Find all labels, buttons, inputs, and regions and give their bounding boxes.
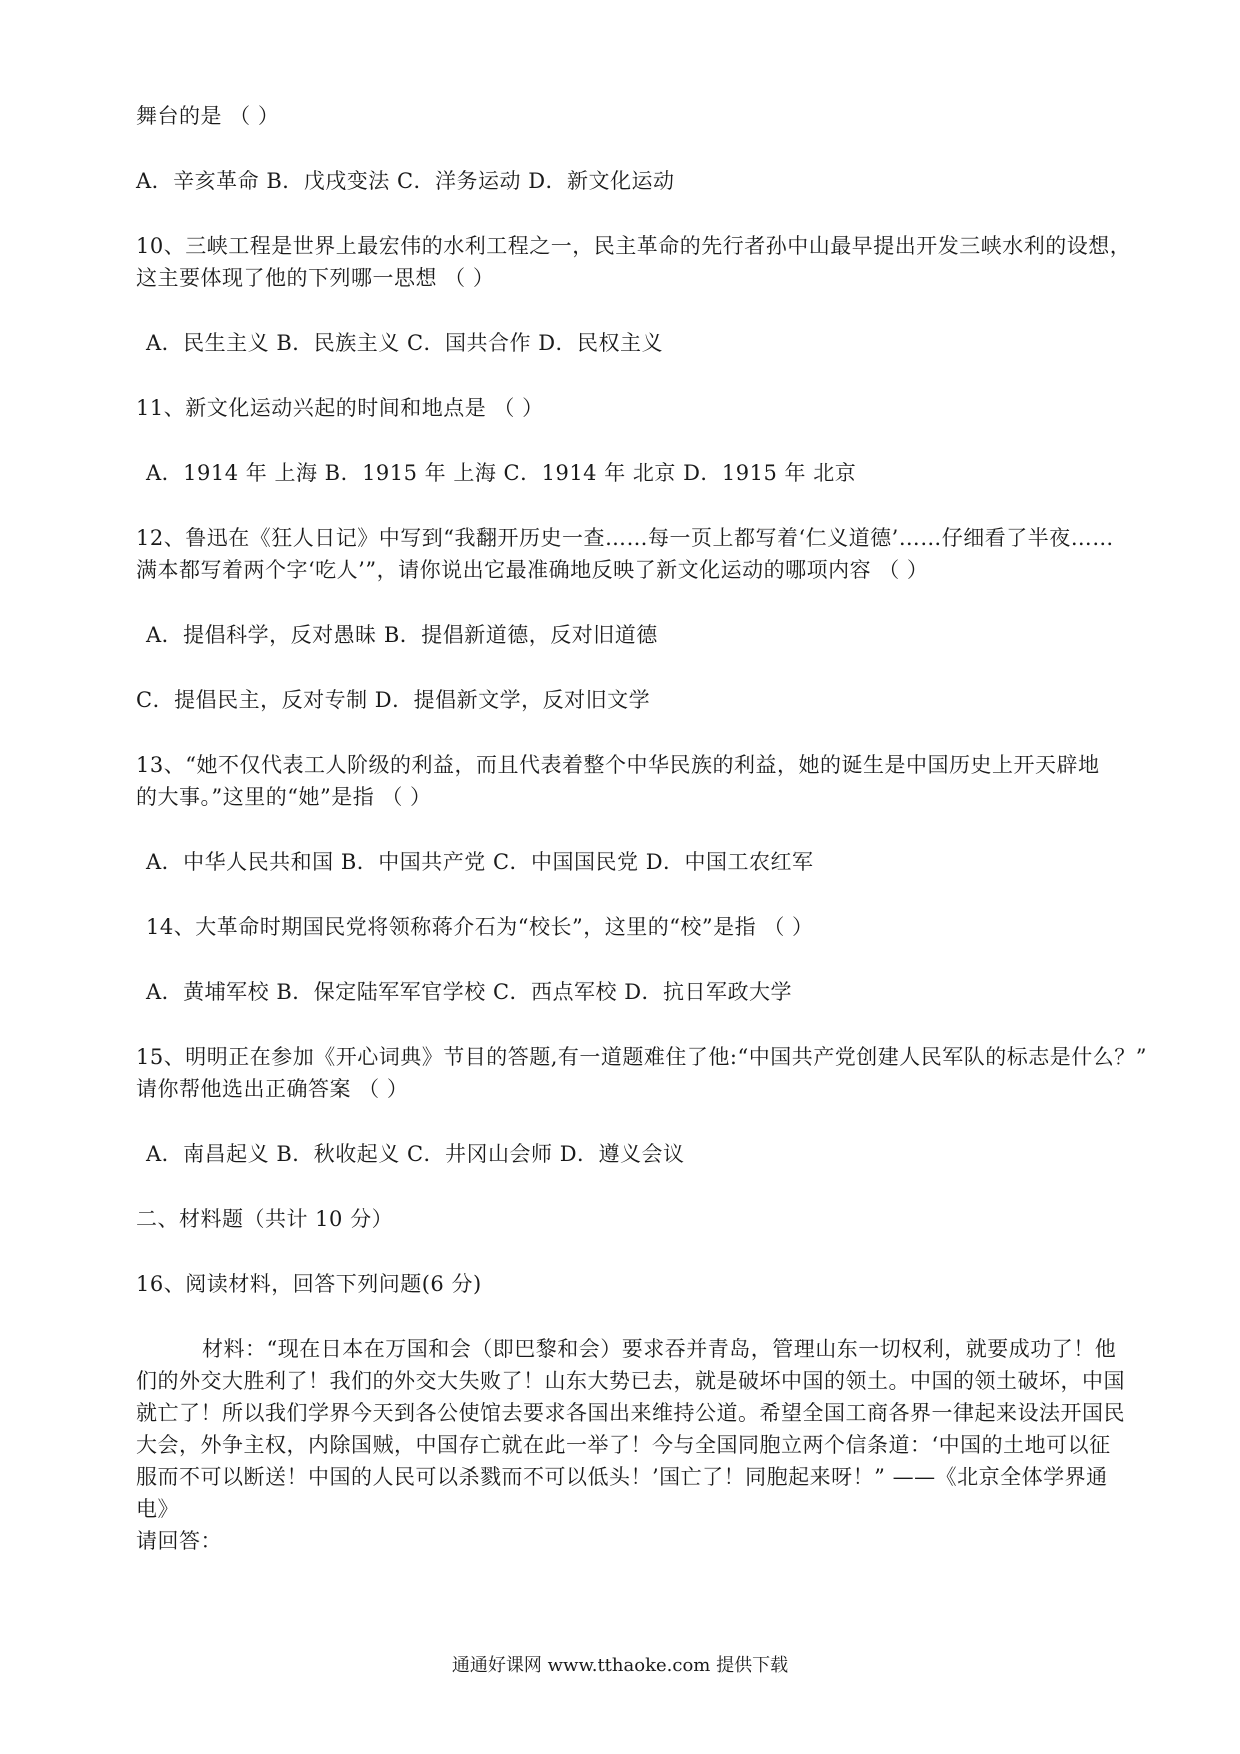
question-16-material: 材料：“现在日本在万国和会（即巴黎和会）要求吞并青岛，管理山东一切权利，就要成功了！他们的外交大胜利了！我们的外交大失败了！山东大势已去，就是破坏中国的领土。中国的领土破坏，中国就亡了！所以我们学界今天到各公使馆去要求各国出来维持公道。希望全国工商各界一律起来设法开国民大会，外争主权，内除国贼，中国存亡就在此一举了！今与全国同胞立两个信条道：‘中国的土地可以征服而不可以断送！中国的人民可以杀戮而不可以低头！’国亡了！同胞起来呀！” ——《北京全体学界通电》 [136,1337,1125,1521]
question-11-options: A．1914 年 上海 B．1915 年 上海 C．1914 年 北京 D．1915 年 北京 [146,461,857,485]
question-16-prompt: 请回答： [136,1529,222,1553]
section-2-heading: 二、材料题（共计 10 分） [136,1207,394,1231]
question-15-stem-line2: 请你帮他选出正确答案 （ ） [136,1077,409,1101]
question-12-options-ab: A．提倡科学，反对愚昧 B．提倡新道德，反对旧道德 [146,623,658,647]
question-15-options: A．南昌起义 B．秋收起义 C．井冈山会师 D．遵义会议 [146,1142,685,1166]
question-10-options: A．民生主义 B．民族主义 C．国共合作 D．民权主义 [146,331,664,355]
question-12-options-cd: C．提倡民主，反对专制 D．提倡新文学，反对旧文学 [136,688,651,712]
question-10-stem-line1: 10、三峡工程是世界上最宏伟的水利工程之一，民主革命的先行者孙中山最早提出开发三峡水利的设想， [136,234,1132,258]
question-9-stem-end: 舞台的是 （ ） [136,104,280,128]
question-9-options: A．辛亥革命 B．戊戌变法 C．洋务运动 D．新文化运动 [136,169,675,193]
question-12-stem-line2: 满本都写着两个字‘吃人’”，请你说出它最准确地反映了新文化运动的哪项内容 （ ） [136,558,929,582]
page-footer: 通通好课网 www.tthaoke.com 提供下载 [451,1655,789,1676]
question-14-options: A．黄埔军校 B．保定陆军军官学校 C．西点军校 D．抗日军政大学 [146,980,793,1004]
question-16-stem: 16、阅读材料，回答下列问题(6 分) [136,1272,482,1296]
question-13-stem-line2: 的大事。”这里的“她”是指 （ ） [136,785,432,809]
question-13-stem-line1: 13、“她不仅代表工人阶级的利益，而且代表着整个中华民族的利益，她的诞生是中国历史上开天辟地 [136,753,1100,777]
question-13-options: A．中华人民共和国 B．中国共产党 C．中国国民党 D．中国工农红军 [146,850,814,874]
question-11-stem: 11、新文化运动兴起的时间和地点是 （ ） [136,396,544,420]
question-14-stem: 14、大革命时期国民党将领称蒋介石为“校长”，这里的“校”是指 （ ） [146,915,814,939]
question-15-stem-line1: 15、明明正在参加《开心词典》节目的答题,有一道题难住了他:“中国共产党创建人民军队的标志是什么？” [136,1045,1147,1069]
question-10-stem-line2: 这主要体现了他的下列哪一思想 （ ） [136,266,495,290]
question-12-stem-line1: 12、鲁迅在《狂人日记》中写到“我翻开历史一查……每一页上都写着‘仁义道德’……仔细看了半夜…… [136,526,1114,550]
